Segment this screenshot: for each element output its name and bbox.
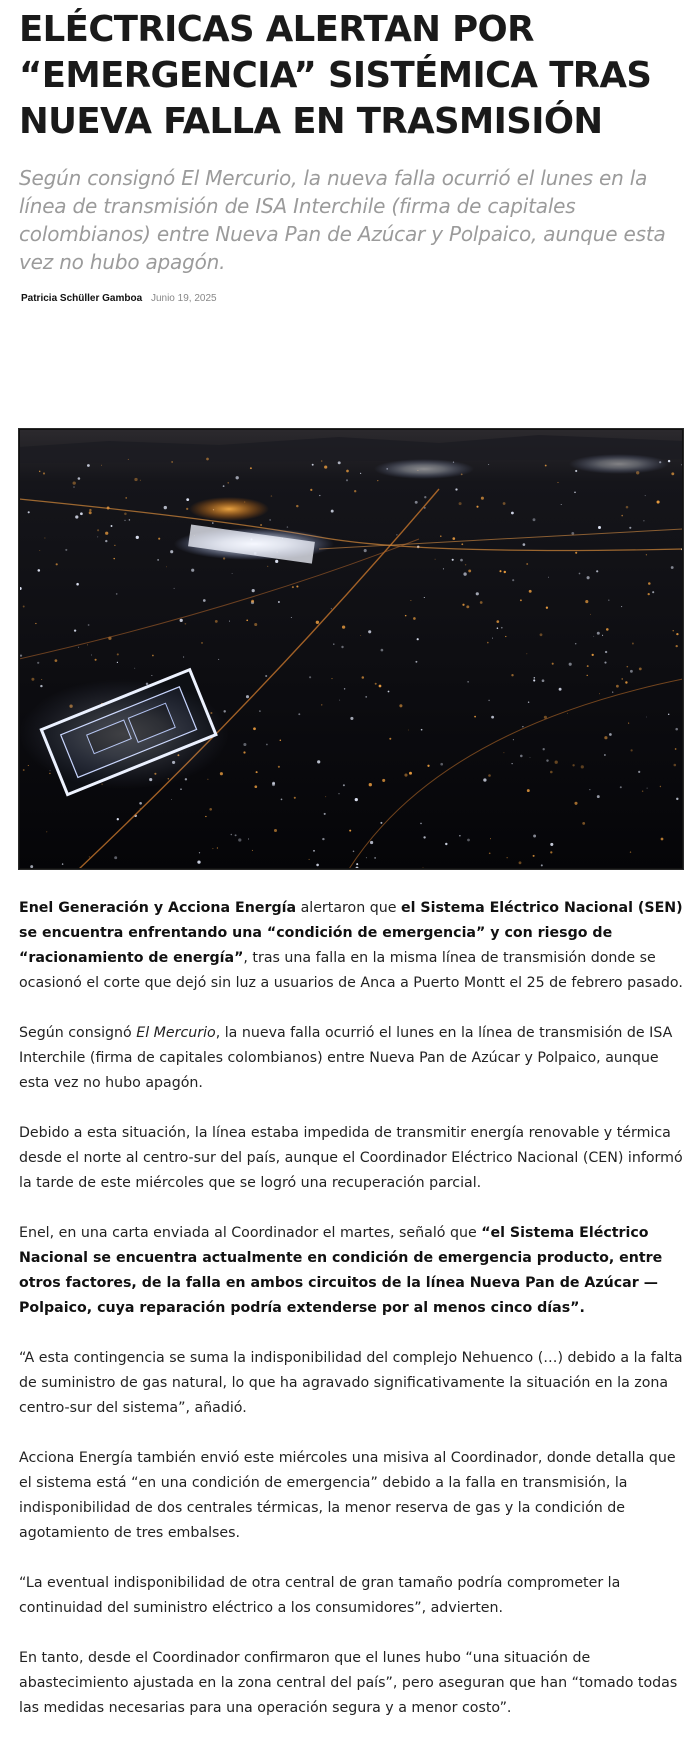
paragraph-4 bbox=[19, 1221, 684, 1321]
paragraph-1 bbox=[19, 896, 684, 996]
text-span: alertaron que bbox=[296, 900, 401, 916]
italic-span: El Mercurio bbox=[136, 1025, 216, 1041]
paragraph-2 bbox=[19, 1021, 684, 1096]
article-meta bbox=[21, 292, 217, 306]
bold-span: “el Sistema Eléctrico Nacional se encuentra actualmente en condición de emergencia producto, entre otros factores, de la falla en ambos circuitos de la línea Nueva Pan de Azúcar — Polpaico, cuya reparación podría extenderse por al menos cinco días”. bbox=[19, 1225, 663, 1316]
text-span: Según consignó bbox=[19, 1025, 137, 1041]
publish-date: Junio 19, 2025 bbox=[150, 293, 217, 304]
paragraph-6: Acciona Energía también envió este miércoles una misiva al Coordinador, donde detalla que el sistema está “en una condición de emergencia” debido a la falla en transmisión, la indisponibilidad de dos centrales térmicas, la menor reserva de gas y la condición de agotamiento de tres embalses. bbox=[19, 1450, 676, 1541]
article-body bbox=[19, 896, 684, 1746]
article-subtitle: Según consignó El Mercurio, la nueva falla ocurrió el lunes en la línea de transmisión de ISA Interchile (firma de capitales colombianos) entre Nueva Pan de Azúcar y Polpaico, aunque esta vez no hubo apagón. bbox=[19, 166, 666, 274]
article-title: ELÉCTRICAS ALERTAN POR “EMERGENCIA” SISTÉMICA TRAS NUEVA FALLA EN TRASMISIÓN bbox=[19, 9, 652, 142]
text-span: , la nueva falla ocurrió el lunes en la línea de transmisión de ISA Interchile (firma de capitales colombianos) entre Nueva Pan de Azúcar y Polpaico, aunque esta vez no hubo apagón. bbox=[19, 1025, 673, 1091]
night-city-aerial-photo bbox=[19, 429, 683, 869]
article-photo bbox=[18, 428, 684, 870]
paragraph-7: “La eventual indisponibilidad de otra central de gran tamaño podría comprometer la continuidad del suministro eléctrico a los consumidores”, advierten. bbox=[19, 1575, 621, 1616]
text-span: Enel, en una carta enviada al Coordinador el martes, señaló que bbox=[19, 1225, 482, 1241]
text-span: , tras una falla en la misma línea de transmisión donde se ocasionó el corte que dejó sin luz a usuarios de Anca a Puerto Montt el 25 de febrero pasado. bbox=[19, 950, 683, 991]
paragraph-5: “A esta contingencia se suma la indisponibilidad del complejo Nehuenco (…) debido a la falta de suministro de gas natural, lo que ha agravado significativamente la situación en la zona centro-sur del sistema”, añadió. bbox=[19, 1350, 683, 1416]
bold-span: el Sistema Eléctrico Nacional (SEN) se encuentra enfrentando una “condición de emergencia” y con riesgo de “racionamiento de energía” bbox=[19, 900, 683, 966]
paragraph-3: Debido a esta situación, la línea estaba impedida de transmitir energía renovable y térmica desde el norte al centro-sur del país, aunque el Coordinador Eléctrico Nacional (CEN) informó la tarde de este miércoles que se logró una recuperación parcial. bbox=[19, 1125, 683, 1191]
author-link[interactable]: Patricia Schüller Gamboa bbox=[21, 293, 143, 304]
paragraph-8: En tanto, desde el Coordinador confirmaron que el lunes hubo “una situación de abastecimiento ajustada en la zona central del país”, pero aseguran que han “tomado todas las medidas necesarias para una operación segura y a menor costo”. bbox=[19, 1650, 678, 1716]
bold-span: Enel Generación y Acciona Energía bbox=[19, 900, 297, 916]
